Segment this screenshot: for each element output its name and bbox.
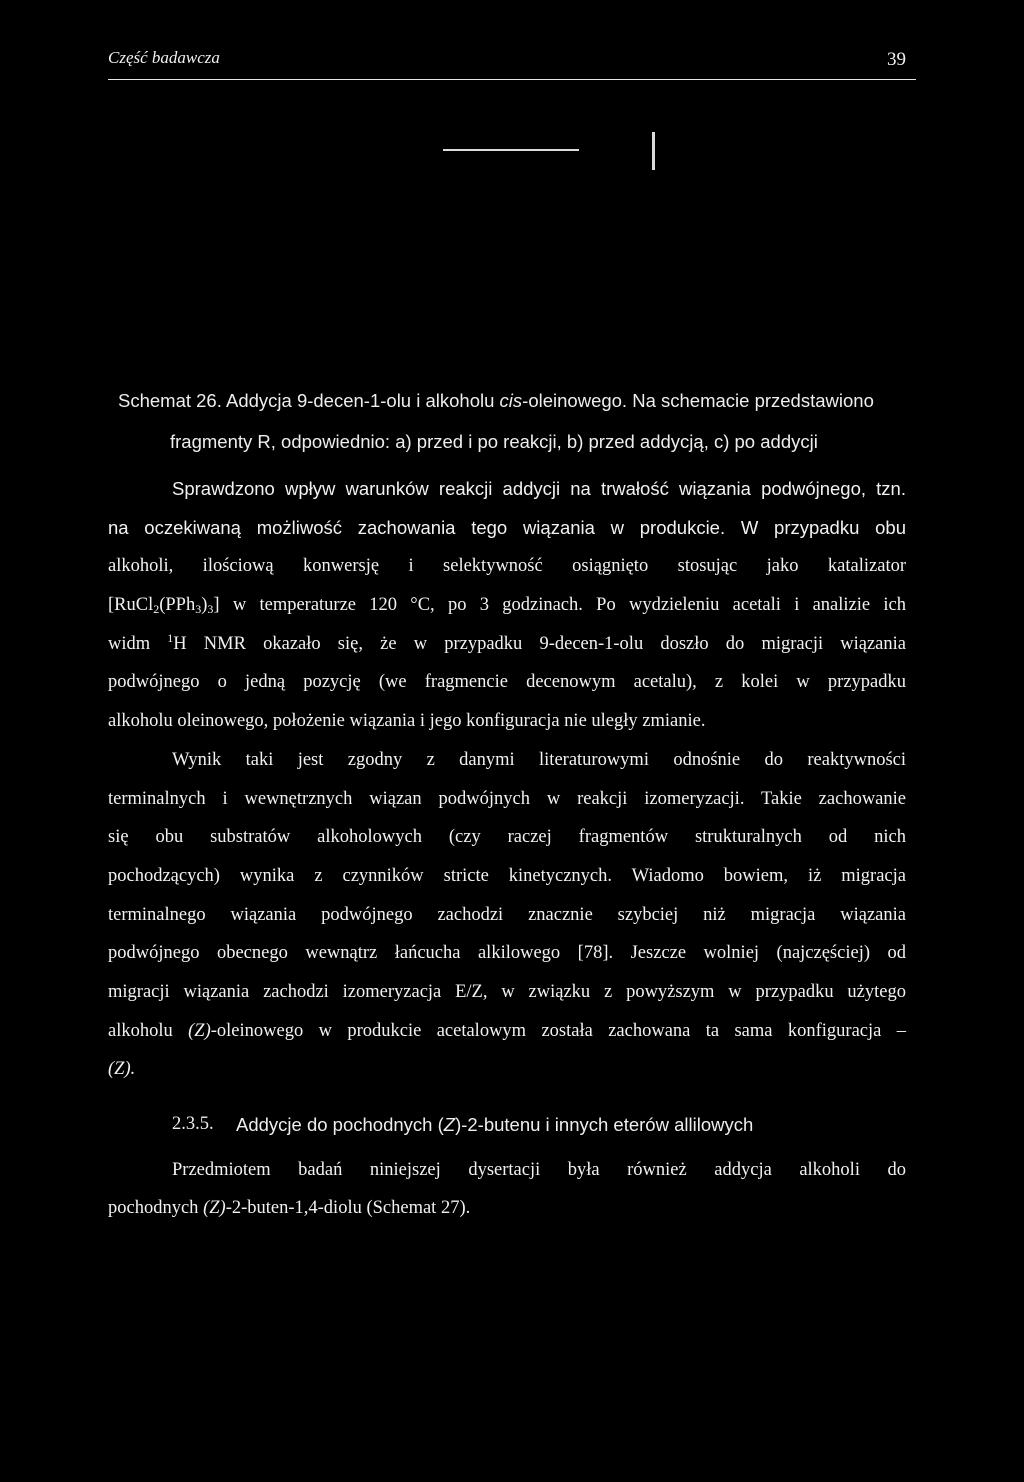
subscript: 3 [207, 602, 214, 616]
text-line: pochodzących) wynika z czynników stricte kinetycznych. Wiadomo bowiem, iż migracja [108, 866, 906, 886]
text-line: terminalnych i wewnętrznych wiązan podwójnych w reakcji izomeryzacji. Takie zachowanie [108, 789, 906, 809]
header-divider [108, 79, 916, 80]
text-span: )-2-butenu i innych eterów allilowych [455, 1114, 754, 1135]
caption-cis: cis [499, 390, 523, 411]
text-span: ] w temperaturze 120 °C, po 3 godzinach. Po wydzieleniu acetali i analizie ich [213, 595, 906, 615]
caption-line-1 [118, 390, 874, 412]
text-span: -2-buten-1,4-diolu (Schemat 27). [225, 1198, 471, 1218]
text-line: Wynik taki jest zgodny z danymi literaturowymi odnośnie do reaktywności [172, 750, 906, 770]
italic-z: (Z). [108, 1059, 136, 1079]
caption-text: Schemat 26. Addycja 9-decen-1-olu i alkoholu [118, 390, 500, 411]
text-line [108, 631, 906, 655]
text-line: Sprawdzono wpływ warunków reakcji addycji na trwałość wiązania podwójnego, tzn. [172, 478, 906, 499]
page-number: 39 [887, 49, 906, 70]
superscript: 1 [167, 631, 174, 645]
section-number: 2.3.5. [172, 1114, 214, 1134]
formula-text: (PPh [159, 595, 196, 615]
formula-text: [RuCl [108, 595, 154, 615]
text-span: widm [108, 634, 168, 654]
section-title-text [236, 1114, 753, 1136]
text-span: -oleinowego w produkcie acetalowym została zachowana ta sama konfiguracja – [210, 1021, 906, 1041]
text-line: Przedmiotem badań niniejszej dysertacji była również addycja alkoholi do [172, 1160, 906, 1180]
caption-text-tail: -oleinowego. Na schemacie przedstawiono [522, 390, 874, 411]
text-line: alkoholu oleinowego, położenie wiązania i jego konfiguracja nie uległy zmianie. [108, 711, 706, 731]
italic-z: Z [443, 1114, 456, 1135]
text-line [108, 595, 906, 616]
text-line: się obu substratów alkoholowych (czy raczej fragmentów strukturalnych od nich [108, 827, 906, 847]
text-line: na oczekiwaną możliwość zachowania tego wiązania w produkcie. W przypadku obu [108, 517, 906, 538]
text-line [108, 1021, 906, 1042]
text-line: podwójnego o jedną pozycję (we fragmencie decenowym acetalu), z kolei w przypadku [108, 672, 906, 692]
text-line: podwójnego obecnego wewnątrz łańcucha alkilowego [78]. Jeszcze wolniej (najczęściej) od [108, 943, 906, 963]
text-line: terminalnego wiązania podwójnego zachodzi znacznie szybciej niż migracja wiązania [108, 905, 906, 925]
formula-text: ) [201, 595, 208, 615]
caption-line-2: fragmenty R, odpowiednio: a) przed i po reakcji, b) przed addycją, c) po addycji [170, 431, 818, 452]
italic-z: (Z) [188, 1021, 211, 1041]
text-line [108, 1198, 906, 1219]
text-line: alkoholi, ilościową konwersję i selektywność osiągnięto stosując jako katalizator [108, 556, 906, 576]
scheme-vertical-line [652, 132, 655, 170]
text-span: Addycje do pochodnych ( [236, 1114, 444, 1135]
scheme-bond-line [443, 149, 579, 151]
text-span: alkoholu [108, 1021, 189, 1041]
section-title: Część badawcza [108, 48, 220, 67]
italic-z: (Z) [203, 1198, 226, 1218]
subscript: 3 [195, 602, 202, 616]
text-line [108, 1059, 906, 1080]
text-span: pochodnych [108, 1198, 204, 1218]
subscript: 2 [153, 602, 160, 616]
text-span: H NMR okazało się, że w przypadku 9-decen-1-olu doszło do migracji wiązania [173, 634, 906, 654]
text-line: migracji wiązania zachodzi izomeryzacja E/Z, w związku z powyższym w przypadku użytego [108, 982, 906, 1002]
